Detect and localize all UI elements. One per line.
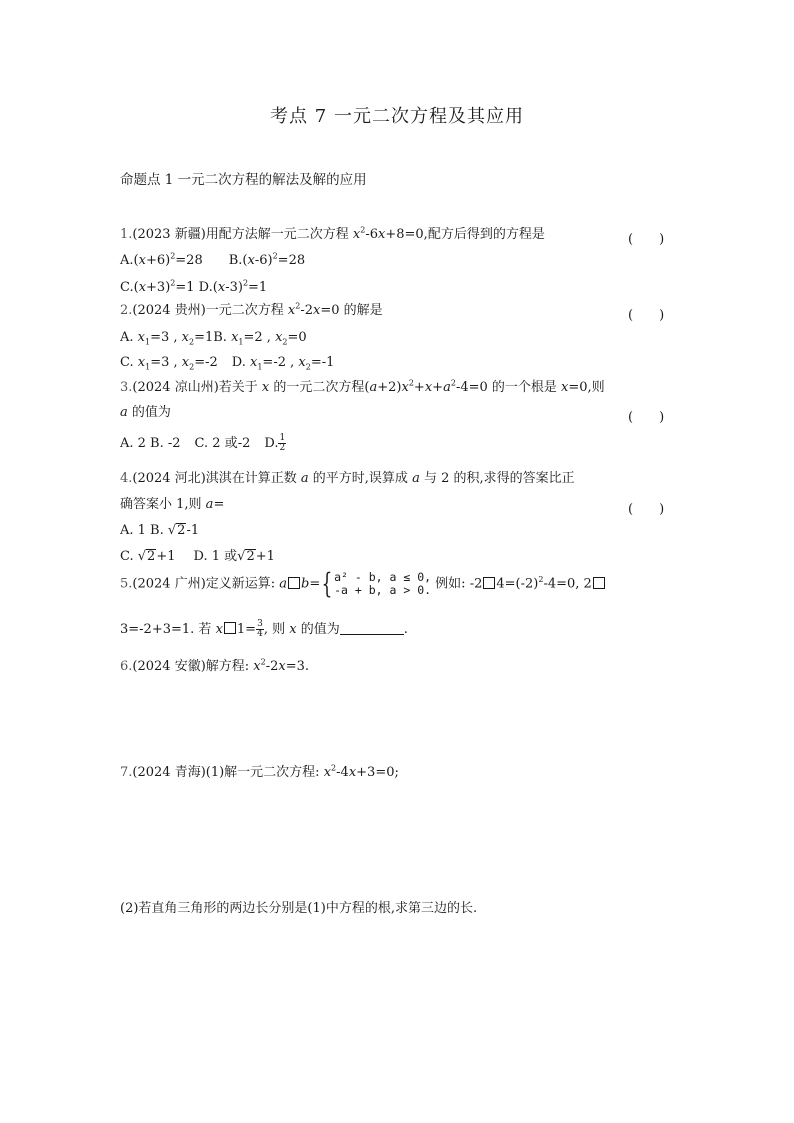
question-2-options-ab: A. $x_1=3$ , $x_2=1B$. $x_1=2$ , $x_2=0$ — [120, 330, 307, 347]
question-4-stem-cont: 确答案小 1,则 a= — [120, 497, 225, 512]
answer-bracket-2: ( ) — [628, 308, 665, 323]
square-operator-icon — [288, 577, 300, 589]
question-2-options-cd: C. $x_1=3$ , $x_2=-2$ D. $x_1=-2$ , $x_2=-1$ — [120, 355, 335, 372]
question-3-stem: 3.(2024 凉山州)若关于 x 的一元二次方程$(a+2)x^2+x+a^2-4=0$ 的一个根是 x=0,则 — [120, 378, 605, 395]
question-6-stem: 6.(2024 安徽)解方程: $x^2-2x=3$. — [120, 657, 310, 674]
fraction-one-half: $\frac{1}{2}$ — [279, 433, 286, 453]
question-1-stem: 1.(2023 新疆)用配方法解一元二次方程 $x^2-6x+8=0$,配方后得到的方程是 — [120, 225, 545, 242]
question-3-options: A. 2 B. -2 C. 2 或-2 D. $\frac{1}{2}$ — [120, 433, 286, 453]
answer-blank — [340, 634, 404, 635]
question-3-stem-cont: a 的值为 — [120, 405, 171, 420]
answer-bracket-1: ( ) — [628, 232, 665, 247]
question-5-stem-cont: 3=-2+3=1. 若 x 1= $\frac{3}{4}$ , 则 x 的值为 . — [120, 619, 408, 639]
question-4-stem: 4.(2024 河北)淇淇在计算正数 a 的平方时,误算成 a 与 2 的积,求得的答案比正 — [120, 471, 575, 486]
question-7-stem: 7.(2024 青海)(1)解一元二次方程: $x^2-4x+3=0$; — [120, 763, 399, 780]
question-4-options-cd: C. √2+1 D. 1 或√2+1 — [120, 549, 275, 564]
left-brace-icon: { — [321, 567, 333, 600]
question-2-stem: 2.(2024 贵州)一元二次方程 $x^2-2x=0$ 的解是 — [120, 301, 383, 318]
answer-bracket-3: ( ) — [628, 410, 665, 425]
question-7-part-2: (2)若直角三角形的两边长分别是(1)中方程的根,求第三边的长. — [120, 901, 478, 916]
question-1-options-ab: $A.(x+6)^2=28$ $B.(x-6)^2=28$ — [120, 251, 306, 268]
answer-bracket-4: ( ) — [628, 502, 665, 517]
question-4-options-ab: A. 1 B. √2-1 — [120, 523, 200, 538]
page-title: 考点 7 一元二次方程及其应用 — [270, 106, 524, 127]
question-5-stem: 5.(2024 广州)定义新运算: a b={ a² - b, a ≤ 0, -a + b, a > 0. 例如: -2 $4=(-2)^2-4=0$, 2 — [120, 571, 606, 597]
piecewise-definition: a² - b, a ≤ 0, -a + b, a > 0. — [334, 570, 432, 597]
section-heading: 命题点 1 一元二次方程的解法及解的应用 — [120, 172, 367, 188]
question-1-options-cd: $C.(x+3)^2=1$ $D.(x-3)^2=1$ — [120, 278, 268, 295]
fraction-three-quarters: $\frac{3}{4}$ — [257, 619, 263, 639]
